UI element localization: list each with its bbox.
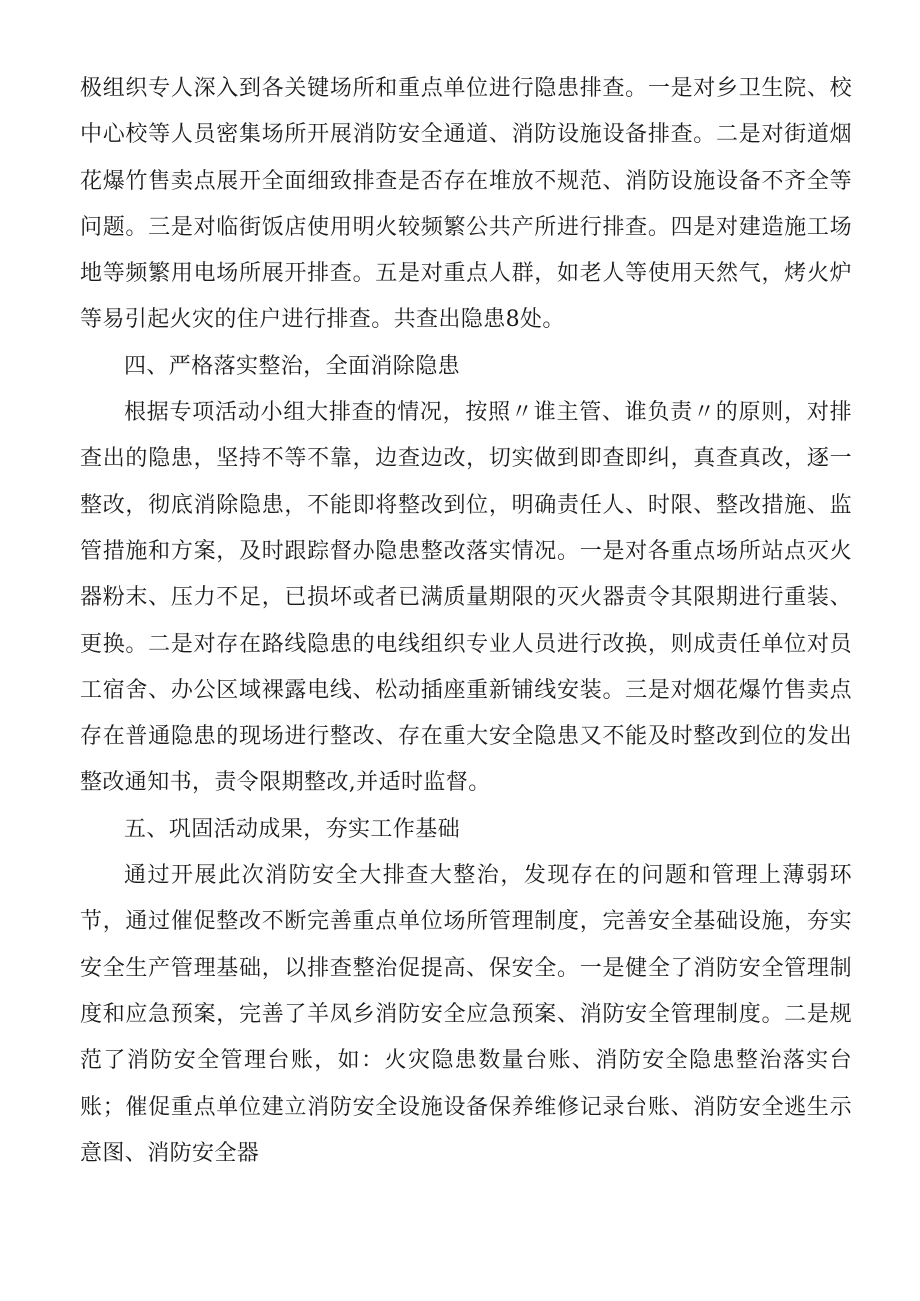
paragraph-consolidation: 通过开展此次消防安全大排查大整治，发现存在的问题和管理上薄弱环节，通过催促整改不断完善重点单位场所管理制度，完善安全基础设施，夯实安全生产管理基础，以排查整治促提高、保安全。一是健全了消防安全管理制度和应急预案，完善了羊凤乡消防安全应急预案、消防安全管理制度。二是规范了消防安全管理台账，如：火灾隐患数量台账、消防安全隐患整治落实台账；催促重点单位建立消防安全设施设备保养维修记录台账、消防安全逃生示意图、消防安全器 (80, 863, 852, 1166)
section-heading-4: 四、严格落实整治，全面消除隐患 (124, 353, 461, 379)
section-heading-5: 五、巩固活动成果，夯实工作基础 (124, 816, 461, 842)
document-page (80, 66, 852, 1177)
paragraph-rectification: 根据专项活动小组大排查的情况，按照〃谁主管、谁负责〃的原则，对排查出的隐患，坚持不等不靠，边查边改，切实做到即查即纠，真查真改，逐一整改，彻底消除隐患，不能即将整改到位，明确责任人、时限、整改措施、监管措施和方案，及时跟踪督办隐患整改落实情况。一是对各重点场所站点灭火器粉末、压力不足，已损坏或者已满质量期限的灭火器责令其限期进行重装、更换。二是对存在路线隐患的电线组织专业人员进行改换，则成责任单位对员工宿舍、办公区域裸露电线、松动插座重新铺线安装。三是对烟花爆竹售卖点存在普通隐患的现场进行整改、存在重大安全隐患又不能及时整改到位的发出整改通知书，责令限期整改,并适时监督。 (80, 400, 852, 796)
paragraph-hazard-inspection: 极组织专人深入到各关键场所和重点单位进行隐患排查。一是对乡卫生院、校中心校等人员密集场所开展消防安全通道、消防设施设备排查。二是对街道烟花爆竹售卖点展开全面细致排查是否存在堆放不规范、消防设施设备不齐全等问题。三是对临街饭店使用明火较频繁公共产所进行排查。四是对建造施工场地等频繁用电场所展开排查。五是对重点人群，如老人等使用天然气，烤火炉等易引起火灾的住户进行排查。共查出隐患8处。 (80, 76, 852, 333)
